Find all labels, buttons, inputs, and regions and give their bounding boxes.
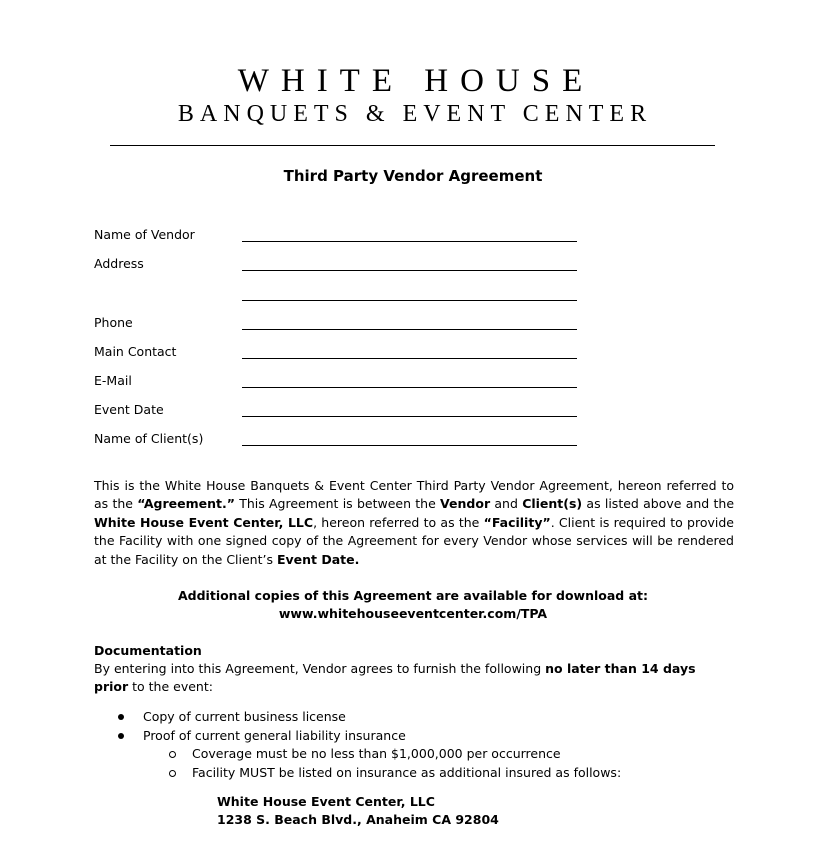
bullet-marker bbox=[118, 733, 124, 739]
label-event-date: Event Date bbox=[94, 402, 164, 417]
header-divider bbox=[110, 145, 715, 146]
phone-line bbox=[242, 329, 577, 330]
sub-bullet-additional-insured: Facility MUST be listed on insurance as additional insured as follows: bbox=[192, 765, 622, 780]
documentation-paragraph: By entering into this Agreement, Vendor agrees to furnish the following no later than 14 days prior to the event: bbox=[94, 661, 696, 695]
download-notice: Additional copies of this Agreement are available for download at: bbox=[177, 588, 649, 603]
bullet-business-license: Copy of current business license bbox=[143, 709, 346, 724]
address-line-1 bbox=[242, 270, 577, 271]
label-vendor-name: Name of Vendor bbox=[94, 227, 195, 242]
vendor-name-line bbox=[242, 241, 577, 242]
client-names-line bbox=[242, 445, 577, 446]
documentation-heading: Documentation bbox=[94, 643, 202, 658]
bullet-marker bbox=[118, 714, 124, 720]
intro-paragraph: This is the White House Banquets & Event Center Third Party Vendor Agreement, hereon referred to as the “Agreement.” This Agreement is between the Vendor and Client(s) as listed above and the White House Event Center, LLC, hereon referred to as the “Facility”. Client is required to provide the Facility with one signed copy of the Agreement for every Vendor whose services will be rendered at the Facility on the Client’s Event Date. bbox=[94, 478, 735, 567]
insured-address: 1238 S. Beach Blvd., Anaheim CA 92804 bbox=[217, 812, 499, 827]
label-address: Address bbox=[94, 256, 144, 271]
email-line bbox=[242, 387, 577, 388]
sub-bullet-coverage: Coverage must be no less than $1,000,000 per occurrence bbox=[192, 746, 561, 761]
label-client-names: Name of Client(s) bbox=[94, 431, 204, 446]
label-main-contact: Main Contact bbox=[94, 344, 177, 359]
insured-name: White House Event Center, LLC bbox=[217, 794, 435, 809]
bullet-liability-insurance: Proof of current general liability insurance bbox=[143, 728, 406, 743]
sub-bullet-marker bbox=[169, 770, 176, 777]
event-date-line bbox=[242, 416, 577, 417]
document-title: Third Party Vendor Agreement bbox=[283, 167, 543, 185]
header-subtitle: BANQUETS & EVENT CENTER bbox=[177, 101, 653, 127]
main-contact-line bbox=[242, 358, 577, 359]
address-line-2 bbox=[242, 300, 577, 301]
label-email: E-Mail bbox=[94, 373, 132, 388]
label-phone: Phone bbox=[94, 315, 133, 330]
header-title: WHITE HOUSE bbox=[237, 63, 595, 99]
download-url: www.whitehouseeventcenter.com/TPA bbox=[278, 606, 548, 621]
sub-bullet-marker bbox=[169, 751, 176, 758]
